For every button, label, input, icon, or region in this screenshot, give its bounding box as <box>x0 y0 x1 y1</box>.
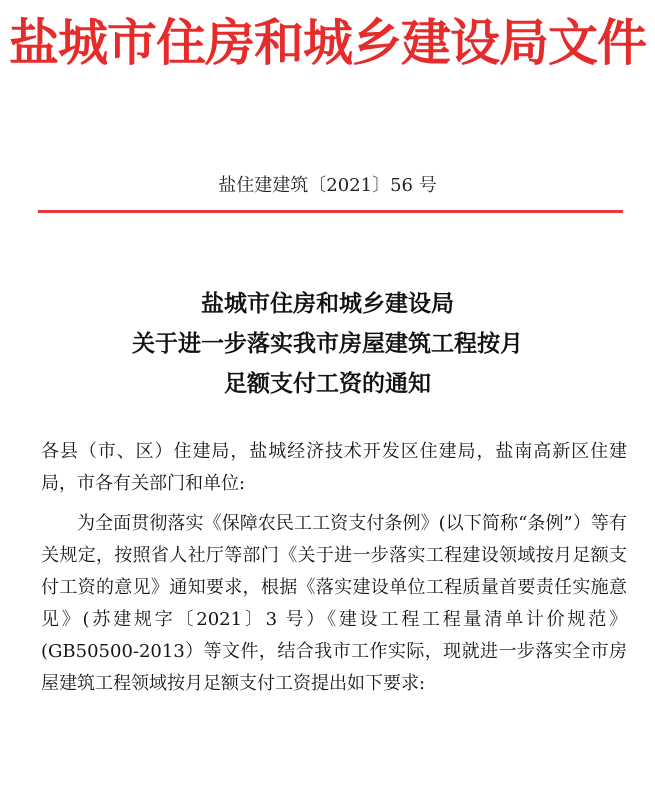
title-line-1: 盐城市住房和城乡建设局 <box>201 290 454 317</box>
notice-title <box>0 284 655 404</box>
title-line-3: 足额支付工资的通知 <box>224 370 431 397</box>
body-paragraph-1: 为全面贯彻落实《保障农民工工资支付条例》(以下简称“条例”）等有关规定，按照省人社厅等部门《关于进一步落实工程建设领域按月足额支付工资的意见》通知要求，根据《落实建设单位工程质量首要责任实施意见》(苏建规字〔2021〕3 号）《建设工程工程量清单计价规范》(GB50500-2013）等文件，结合我市工作实际，现就进一步落实全市房屋建筑工程领域按月足额支付工资提出如下要求: <box>41 513 627 694</box>
addressee-paragraph: 各县（市、区）住建局，盐城经济技术开发区住建局，盐南高新区住建局，市各有关部门和单位: <box>41 441 627 494</box>
document-number: 盐住建建筑〔2021〕56 号 <box>218 175 437 196</box>
document-body <box>41 436 627 708</box>
title-line-2: 关于进一步落实我市房屋建筑工程按月 <box>132 330 523 357</box>
masthead-title: 盐城市住房和城乡建设局文件 <box>9 13 646 72</box>
red-divider-line <box>38 210 623 213</box>
